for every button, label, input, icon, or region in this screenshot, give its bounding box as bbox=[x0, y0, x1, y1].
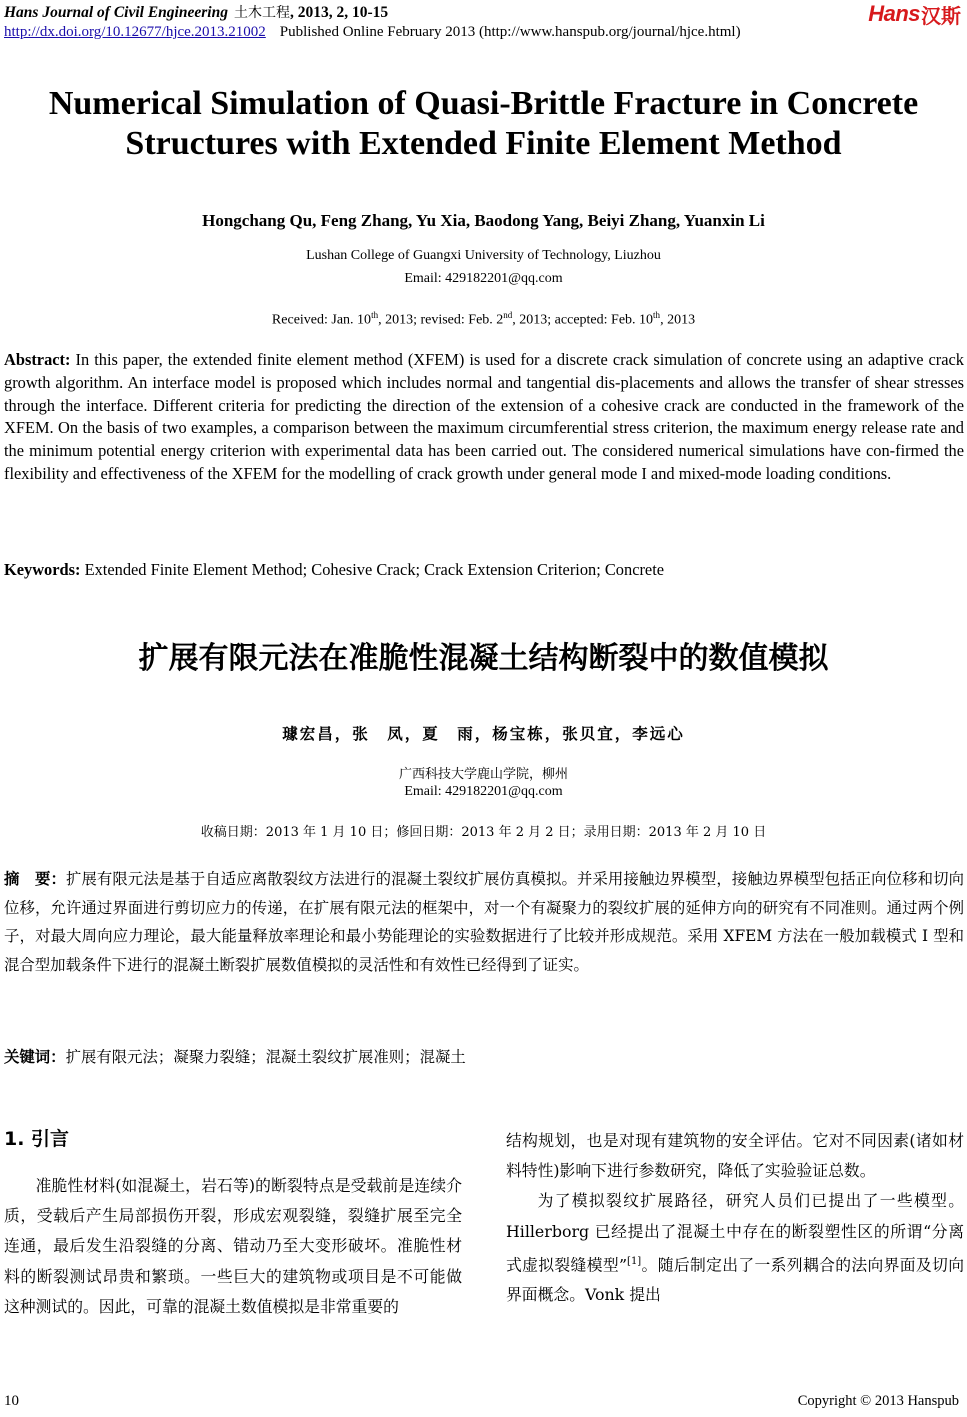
abstract-cn bbox=[4, 865, 964, 979]
page-number: 10 bbox=[4, 1393, 19, 1409]
logo-text-en: Hans bbox=[868, 1, 920, 26]
keywords-label: Keywords: bbox=[4, 560, 81, 579]
keywords-label-cn: 关键词： bbox=[4, 1048, 66, 1066]
keywords-text-cn: 扩展有限元法；凝聚力裂缝；混凝土裂纹扩展准则；混凝土 bbox=[65, 1048, 466, 1066]
affiliation-en: Lushan College of Guangxi University of Technology, Liuzhou bbox=[306, 248, 661, 263]
citation-ref[interactable]: [1] bbox=[627, 1255, 642, 1267]
authors-cn: 璩宏昌，张 凤，夏 雨，杨宝栋，张贝宜，李远心 bbox=[282, 724, 685, 743]
body-right-column bbox=[506, 1126, 964, 1310]
accepted-sup: th bbox=[653, 310, 661, 320]
email-en: Email: 429182201@qq.com bbox=[404, 271, 563, 286]
authors-en: Hongchang Qu, Feng Zhang, Yu Xia, Baodong Yang, Beiyi Zhang, Yuanxin Li bbox=[202, 211, 765, 230]
journal-header bbox=[4, 2, 388, 22]
revised-label: , 2013; revised: Feb. 2 bbox=[378, 312, 504, 328]
published-online: Published Online February 2013 (http://www.hanspub.org/journal/hjce.html) bbox=[279, 24, 741, 40]
revised-sup: nd bbox=[503, 310, 513, 320]
keywords-en bbox=[4, 559, 964, 582]
header-doi-line bbox=[4, 24, 741, 41]
abstract-label-cn: 摘 要： bbox=[4, 870, 66, 888]
received-tail: , 2013 bbox=[660, 312, 696, 328]
journal-name: Hans Journal of Civil Engineering bbox=[4, 4, 228, 21]
right-paragraph-2-text-b: 。随后制定出了一系列耦合的法向界面及切向界面概念。Vonk 提出 bbox=[506, 1255, 964, 1305]
abstract-label: Abstract: bbox=[4, 350, 71, 369]
abstract-text-cn: 扩展有限元法是基于自适应离散裂纹方法进行的混凝土裂纹扩展仿真模拟。并采用接触边界模型，接触边界模型包括正向位移和切向位移，允许通过界面进行剪切应力的传递，在扩展有限元法的框架中，对一个有凝聚力的裂纹扩展的延伸方向的研究有不同准则。通过两个例子，对最大周向应力理论，最大能量释放率理论和最小势能理论的实验数据进行了比较并形成规范。采用 XFEM 方法在一般加载模式 I 型和混合型加载条件下进行的混凝土断裂扩展数值模拟的灵活性和有效性已经得到了证实。 bbox=[4, 870, 964, 974]
abstract-en bbox=[4, 349, 964, 486]
journal-name-cn: 土木工程 bbox=[233, 5, 290, 21]
affiliation-cn: 广西科技大学鹿山学院，柳州 bbox=[398, 767, 568, 782]
received-label: Received: Jan. 10 bbox=[271, 312, 372, 328]
left-paragraph: 准脆性材料(如混凝土，岩石等)的断裂特点是受载前是连续介质，受载后产生局部损伤开裂，形成宏观裂缝，裂缝扩展至完全连通，最后发生沿裂缝的分离、错动乃至大变形破坏。准脆性材料的断裂测试昂贵和繁琐。一些巨大的建筑物或项目是不可能做这种测试的。因此，可靠的混凝土数值模拟是非常重要的 bbox=[4, 1176, 462, 1316]
copyright: Copyright © 2013 Hanspub bbox=[797, 1393, 959, 1409]
keywords-cn bbox=[4, 1043, 964, 1072]
right-paragraph-2-text-a: 为了模拟裂纹扩展路径，研究人员们已提出了一些模型。Hillerborg 已经提出了混凝土中存在的断裂塑性区的所谓“分离式虚拟裂缝模型” bbox=[506, 1191, 964, 1275]
accepted-label: , 2013; accepted: Feb. 10 bbox=[512, 312, 654, 328]
email-cn: Email: 429182201@qq.com bbox=[404, 784, 563, 799]
dates-cn: 收稿日期：2013 年 1 月 10 日；修回日期：2013 年 2 月 2 日；录用日期：2013 年 2 月 10 日 bbox=[200, 825, 767, 840]
title-line-1: Numerical Simulation of Quasi-Brittle Fracture in Concrete bbox=[48, 85, 919, 122]
received-sup: th bbox=[371, 310, 379, 320]
journal-volume: , 2013, 2, 10-15 bbox=[289, 4, 389, 21]
paper-title-cn: 扩展有限元法在准脆性混凝土结构断裂中的数值模拟 bbox=[138, 641, 829, 676]
right-paragraph-1: 结构规划，也是对现有建筑物的安全评估。它对不同因素(诸如材料特性)影响下进行参数研究，降低了实验验证总数。 bbox=[506, 1131, 964, 1181]
logo-text-cn: 汉斯 bbox=[921, 3, 961, 28]
right-paragraph-2 bbox=[506, 1186, 964, 1310]
paper-title-en bbox=[0, 84, 967, 164]
abstract-text: In this paper, the extended finite element method (XFEM) is used for a discrete crack simulation of concrete using an adaptive crack growth algorithm. An interface model is proposed which includes normal and tangential dis-placements and allows the transfer of shear stresses through the interface. Different criteria for predicting the direction of the extension of a cohesive crack are conducted in the framework of the XFEM. On the basis of two examples, a comparison between the maximum circumferential stress criterion, the maximum energy release rate and the minimum potential energy criterion with experimental data has been carried out. The considered numerical simulations have con-firmed the flexibility and effectiveness of the XFEM for the modelling of crack growth under general mode I and mixed-mode loading conditions. bbox=[4, 350, 964, 483]
keywords-text: Extended Finite Element Method; Cohesive Crack; Crack Extension Criterion; Concrete bbox=[80, 560, 665, 579]
hans-logo bbox=[849, 1, 961, 27]
doi-link[interactable]: http://dx.doi.org/10.12677/hjce.2013.21002 bbox=[4, 24, 266, 40]
title-line-2: Structures with Extended Finite Element Method bbox=[125, 125, 842, 162]
section-heading: 1. 引言 bbox=[4, 1128, 70, 1150]
received-dates-en bbox=[0, 310, 967, 329]
body-left-column bbox=[4, 1171, 462, 1322]
